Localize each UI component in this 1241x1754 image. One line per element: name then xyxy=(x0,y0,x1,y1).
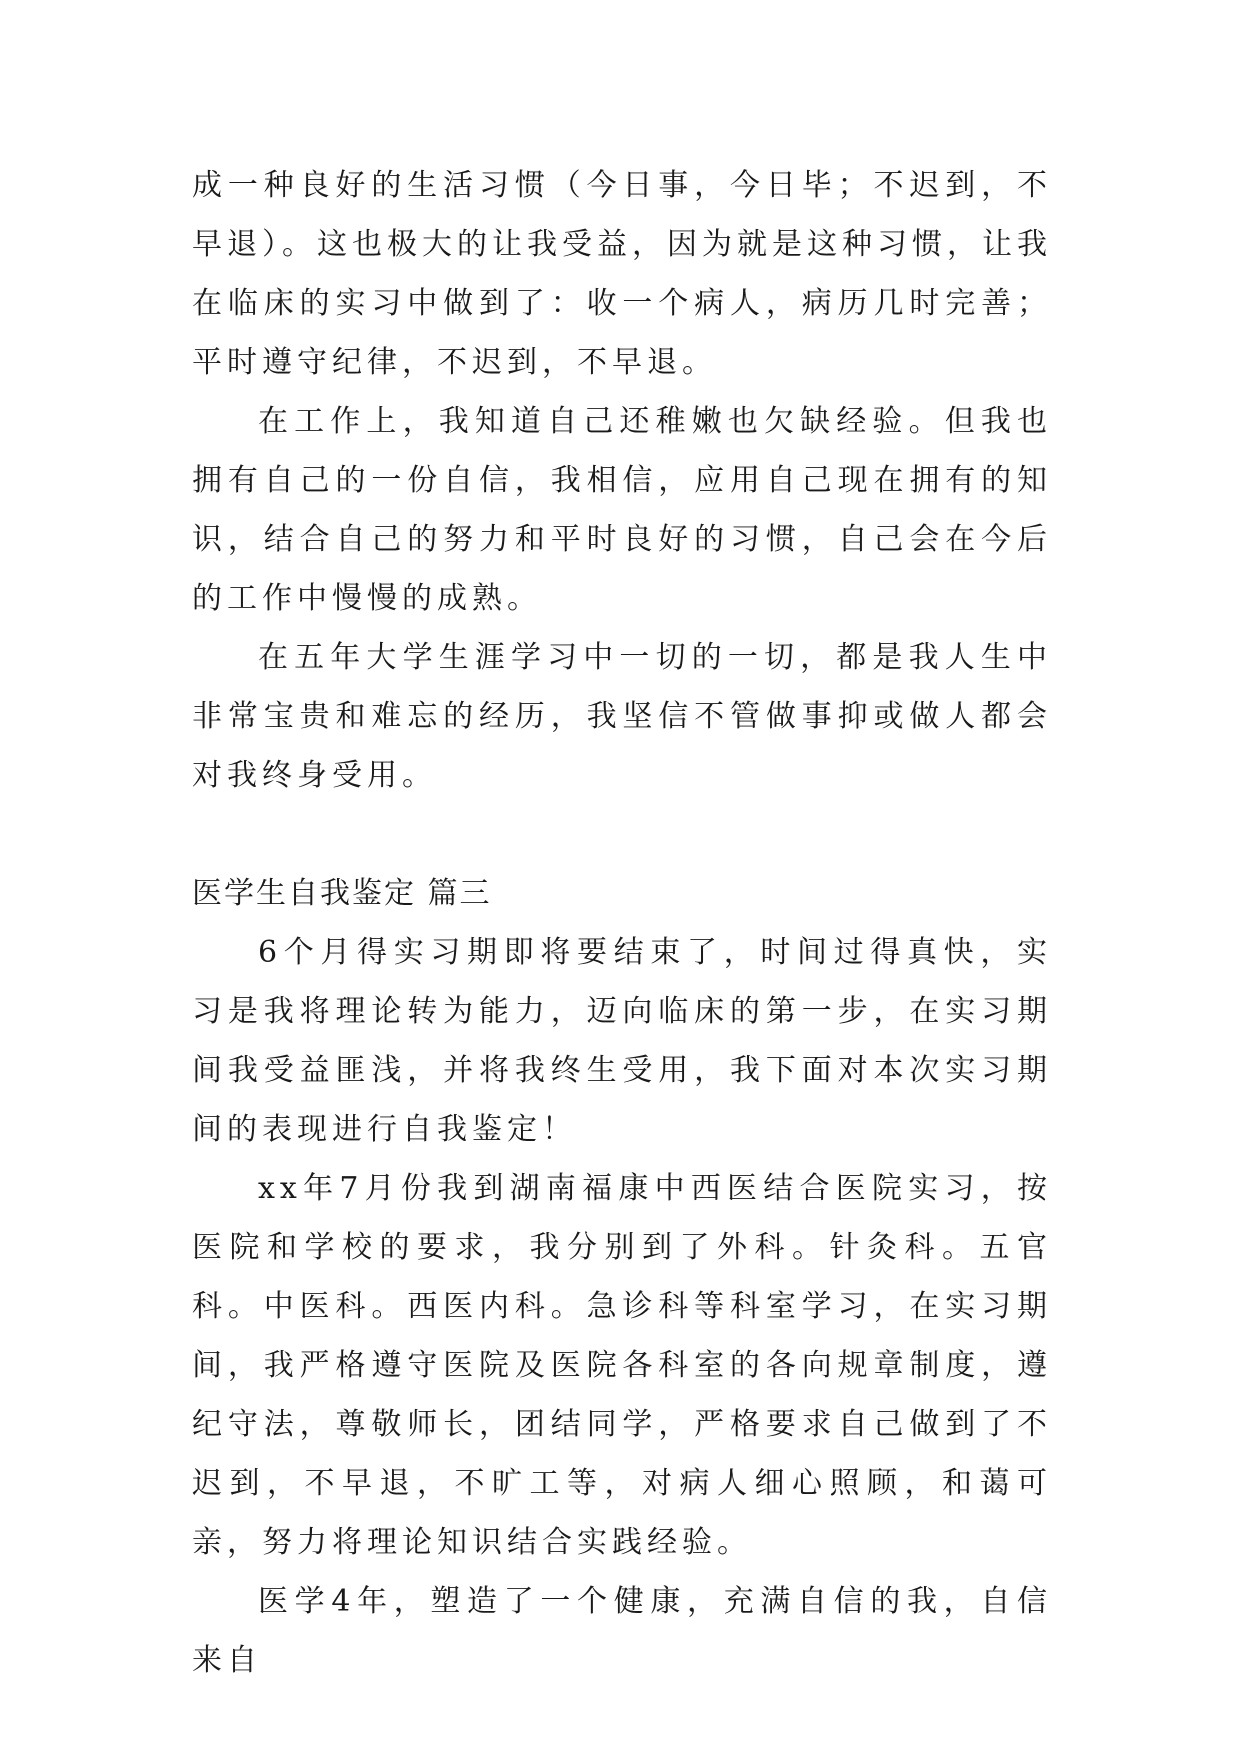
paragraph-university-experience: 在五年大学生涯学习中一切的一切，都是我人生中非常宝贵和难忘的经历，我坚信不管做事抑或做人都会对我终身受用。 xyxy=(192,640,1052,793)
paragraph-work-confidence: 在工作上，我知道自己还稚嫩也欠缺经验。但我也拥有自己的一份自信，我相信，应用自己现在拥有的知识，结合自己的努力和平时良好的习惯，自己会在今后的工作中慢慢的成熟。 xyxy=(192,404,1052,616)
paragraph-medical-four-years: 医学4年，塑造了一个健康，充满自信的我，自信来自 xyxy=(192,1584,1052,1678)
paragraph-internship-intro: 6个月得实习期即将要结束了，时间过得真快，实习是我将理论转为能力，迈向临床的第一步，在实习期间我受益匪浅，并将我终生受用，我下面对本次实习期间的表现进行自我鉴定！ xyxy=(192,935,1052,1147)
paragraph-internship-details: xx年7月份我到湖南福康中西医结合医院实习，按医院和学校的要求，我分别到了外科。针灸科。五官科。中医科。西医内科。急诊科等科室学习，在实习期间，我严格遵守医院及医院各科室的各向规章制度，遵纪守法，尊敬师长，团结同学，严格要求自己做到了不迟到，不早退，不旷工等，对病人细心照顾，和蔼可亲，努力将理论知识结合实践经验。 xyxy=(192,1171,1052,1560)
paragraph-habits: 成一种良好的生活习惯（今日事，今日毕；不迟到，不早退）。这也极大的让我受益，因为就是这种习惯，让我在临床的实习中做到了：收一个病人，病历几时完善；平时遵守纪律，不迟到，不早退。 xyxy=(192,168,1052,380)
section-heading: 医学生自我鉴定 篇三 xyxy=(192,876,492,911)
document-body xyxy=(192,156,1052,1690)
